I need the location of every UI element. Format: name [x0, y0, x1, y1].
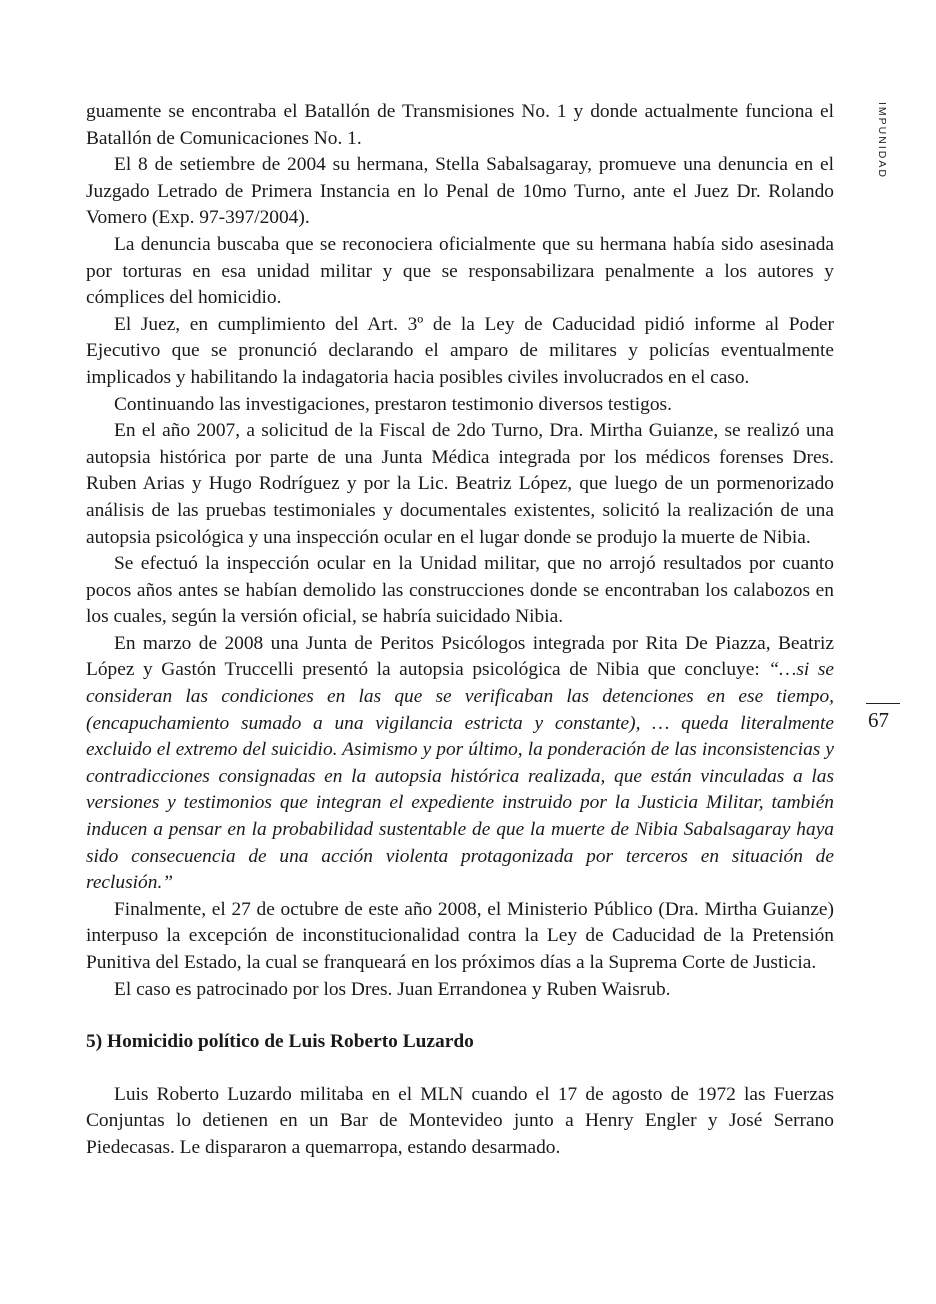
paragraph: Luis Roberto Luzardo militaba en el MLN cuando el 17 de agosto de 1972 las Fuerzas Conjuntas lo detienen en un Bar de Montevideo junto a Henry Engler y José Serrano Piedecasas. Le dispararon a quemarropa, estando desarmado. — [86, 1083, 834, 1158]
page-number-rule — [866, 703, 900, 704]
running-head: IMPUNIDAD — [876, 102, 888, 179]
page-number: 67 — [868, 708, 889, 732]
paragraph: guamente se encontraba el Batallón de Transmisiones No. 1 y donde actualmente funciona el Batallón de Comunicaciones No. 1. — [86, 101, 834, 149]
paragraph: El 8 de setiembre de 2004 su hermana, Stella Sabalsagaray, promueve una denuncia en el Juzgado Letrado de Primera Instancia en lo Penal de 10mo Turno, ante el Juez Dr. Rolando Vomero (Exp. 97-397/2004). — [86, 154, 834, 229]
section-heading: 5) Homicidio político de Luis Roberto Luzardo — [86, 1031, 474, 1053]
paragraph: La denuncia buscaba que se reconociera oficialmente que su hermana había sido asesinada por torturas en esa unidad militar y que se responsabilizara penalmente a los autores y cómplices del homicidio. — [86, 233, 834, 309]
paragraph: Finalmente, el 27 de octubre de este año 2008, el Ministerio Público (Dra. Mirtha Guianze) interpuso la excepción de inconstitucionalidad contra la Ley de Caducidad de la Pretensión Punitiva del Estado, la cual se franqueará en los próximos días a la Suprema Corte de Justicia. — [86, 898, 834, 973]
paragraph-text: En marzo de 2008 una Junta de Peritos Psicólogos integrada por Rita De Piazza, Beatriz López y Gastón Truccelli presentó la autopsia psicológica de Nibia que concluye: — [86, 632, 834, 681]
paragraph: Continuando las investigaciones, prestaron testimonio diversos testigos. — [114, 393, 672, 415]
paragraph: Se efectuó la inspección ocular en la Unidad militar, que no arrojó resultados por cuanto pocos años antes se habían demolido las construcciones donde se encontraban los calabozos en los cuales, según la versión oficial, se habría suicidado Nibia. — [86, 553, 834, 628]
paragraph: En el año 2007, a solicitud de la Fiscal de 2do Turno, Dra. Mirtha Guianze, se realizó una autopsia histórica por parte de una Junta Médica integrada por los médicos forenses Dres. Ruben Arias y Hugo Rodríguez y por la Lic. Beatriz López, que luego de un pormenorizado análisis de las pruebas testimoniales y documentales existentes, solicitó la realización de una autopsia psicológica y una inspección ocular en el lugar donde se produjo la muerte de Nibia. — [86, 420, 834, 548]
paragraph: El caso es patrocinado por los Dres. Juan Errandonea y Ruben Waisrub. — [114, 978, 671, 1000]
paragraph: El Juez, en cumplimiento del Art. 3º de la Ley de Caducidad pidió informe al Poder Ejecutivo que se pronunció declarando el amparo de militares y policías eventualmente implicados y habilitando la indagatoria hacia posibles civiles involucrados en el caso. — [86, 313, 834, 388]
paragraph-with-quote — [86, 631, 834, 897]
italic-quote: “…si se consideran las condiciones en las que se verificaban las detenciones en ese tiempo, (encapuchamiento sumado a una vigilancia estricta y constante), … queda literalmente excluido el extremo del suicidio. Asimismo y por último, la ponderación de las inconsistencias y contradicciones consignadas en la autopsia histórica realizada, que están vinculadas a las versiones y testimonios que integran el expediente instruido por la Justicia Militar, también inducen a pensar en la probabilidad sustentable de que la muerte de Nibia Sabalsagaray haya sido consecuencia de una acción violenta protagonizada por terceros en situación de reclusión.” — [86, 659, 835, 894]
body-text — [86, 99, 834, 1162]
